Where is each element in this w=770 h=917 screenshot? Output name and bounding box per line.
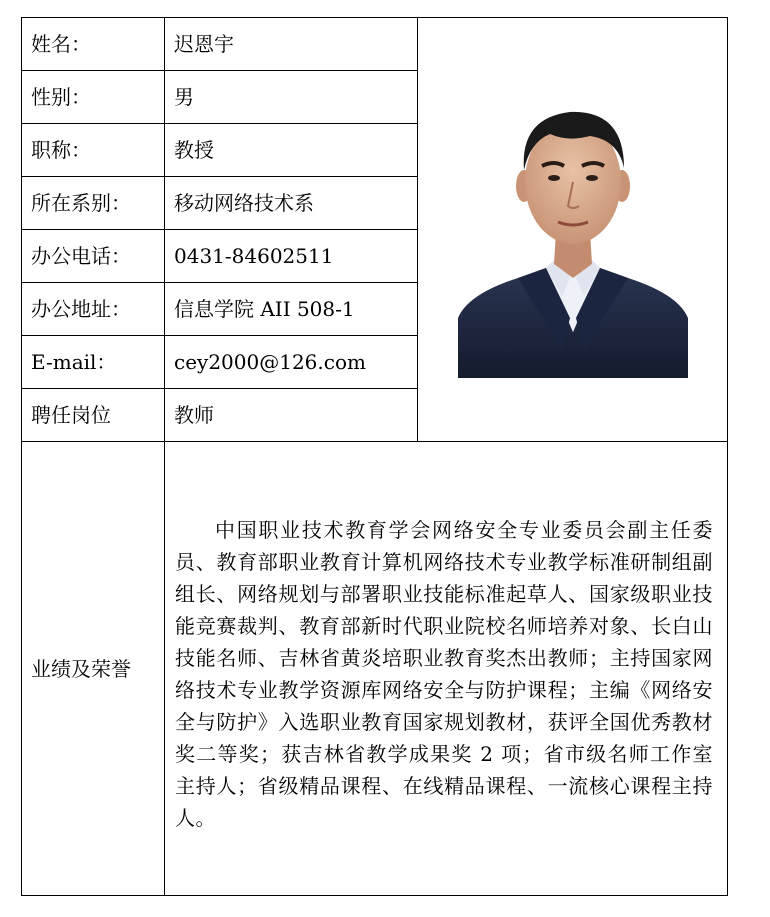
row-achievements: [22, 442, 728, 896]
value-address: 信息学院 AII 508-1: [165, 283, 418, 336]
label-title: 职称：: [22, 124, 165, 177]
value-gender: 男: [165, 71, 418, 124]
label-gender: 性别：: [22, 71, 165, 124]
portrait-photo: [458, 82, 688, 378]
photo-cell: [418, 18, 728, 442]
label-phone: 办公电话：: [22, 230, 165, 283]
value-title: 教授: [165, 124, 418, 177]
value-phone: 0431-84602511: [165, 230, 418, 283]
profile-table: [21, 17, 728, 896]
label-achievements: 业绩及荣誉: [22, 442, 165, 896]
value-department: 移动网络技术系: [165, 177, 418, 230]
label-address: 办公地址：: [22, 283, 165, 336]
value-position: 教师: [165, 389, 418, 442]
achievements-text: 中国职业技术教育学会网络安全专业委员会副主任委员、教育部职业教育计算机网络技术专业教学标准研制组副组长、网络规划与部署职业技能标准起草人、国家级职业技能竞赛裁判、教育部新时代职业院校名师培养对象、长白山技能名师、吉林省黄炎培职业教育奖杰出教师；主持国家网络技术专业教学资源库网络安全与防护课程；主编《网络安全与防护》入选职业教育国家规划教材，获评全国优秀教材奖二等奖；获吉林省教学成果奖 2 项；省市级名师工作室主持人；省级精品课程、在线精品课程、一流核心课程主持人。: [175, 517, 713, 830]
label-email: E-mail：: [22, 336, 165, 389]
row-name: [22, 18, 728, 71]
label-position: 聘任岗位: [22, 389, 165, 442]
label-name: 姓名：: [22, 18, 165, 71]
portrait-photo-icon: [458, 82, 688, 378]
value-email: cey2000@126.com: [165, 336, 418, 389]
value-name: 迟恩宇: [165, 18, 418, 71]
label-department: 所在系别：: [22, 177, 165, 230]
achievements-cell: [165, 442, 728, 896]
